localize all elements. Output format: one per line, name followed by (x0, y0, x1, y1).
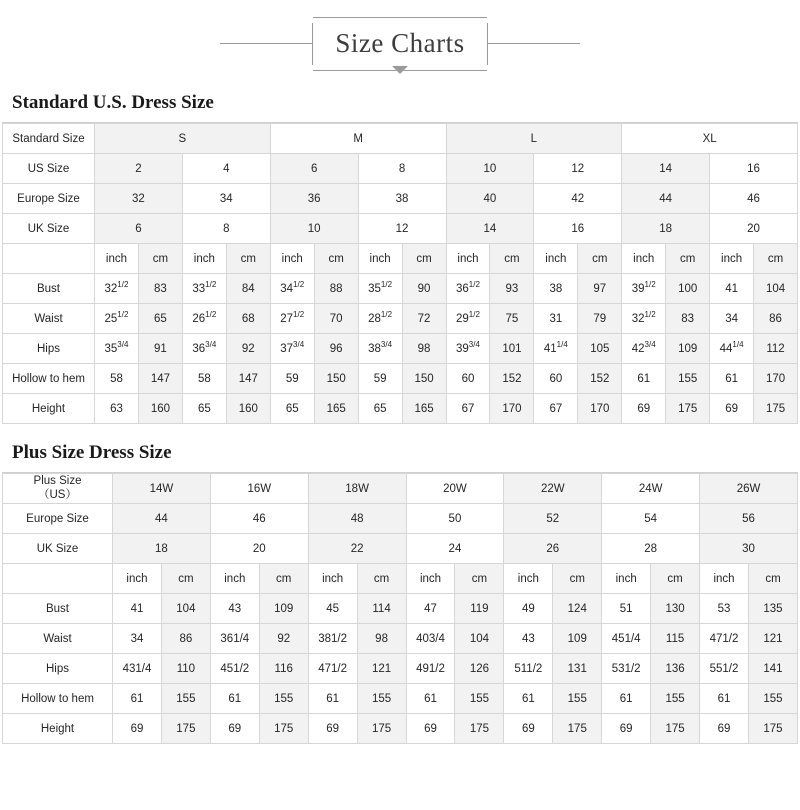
measure-cell: 58 (182, 364, 226, 394)
table-cell: M (270, 124, 446, 154)
table-cell: 14 (446, 214, 534, 244)
measure-cell: $35^{3/4}$ (95, 334, 139, 364)
measure-cell: 97 (578, 274, 622, 304)
table-cell: 18W (308, 474, 406, 504)
unit-cell: cm (754, 244, 798, 274)
measure-cell: 61 (504, 684, 553, 714)
table-cell: 16 (710, 154, 798, 184)
unit-cell: inch (406, 564, 455, 594)
unit-cell: cm (402, 244, 446, 274)
measure-cell: 59 (270, 364, 314, 394)
measure-cell: 63 (95, 394, 139, 424)
row-label: Hollow to hem (3, 684, 113, 714)
measure-cell: 121 (748, 624, 797, 654)
measure-cell: 135 (748, 594, 797, 624)
table-cell: 32 (95, 184, 183, 214)
measure-cell: 175 (553, 714, 602, 744)
table-cell: 44 (622, 184, 710, 214)
measure-cell: $42^{3/4}$ (622, 334, 666, 364)
table-cell: 40 (446, 184, 534, 214)
measure-cell: 83 (666, 304, 710, 334)
table-row (3, 474, 798, 504)
table-cell: 28 (602, 534, 700, 564)
table-row-units (3, 564, 798, 594)
measure-cell: 381/2 (308, 624, 357, 654)
measure-cell: $28^{1/2}$ (358, 304, 402, 334)
row-label: Europe Size (3, 504, 113, 534)
measure-cell: 98 (357, 624, 406, 654)
chevron-down-icon (392, 66, 408, 74)
table-row (3, 624, 798, 654)
unit-cell: inch (710, 244, 754, 274)
measure-cell: 115 (651, 624, 700, 654)
table-cell: 38 (358, 184, 446, 214)
measure-cell: 65 (270, 394, 314, 424)
table-row (3, 654, 798, 684)
measure-cell: 92 (259, 624, 308, 654)
measure-cell: 152 (578, 364, 622, 394)
table-row-units (3, 244, 798, 274)
table-cell: 44 (113, 504, 211, 534)
measure-cell: 61 (700, 684, 749, 714)
measure-cell: $34^{1/2}$ (270, 274, 314, 304)
measure-cell: 175 (651, 714, 700, 744)
measure-cell: 109 (259, 594, 308, 624)
measure-cell: $35^{1/2}$ (358, 274, 402, 304)
page-title-box (312, 23, 487, 65)
table-cell: 16W (210, 474, 308, 504)
table-cell: 22W (504, 474, 602, 504)
measure-cell: $38^{3/4}$ (358, 334, 402, 364)
measure-cell: 361/4 (210, 624, 259, 654)
unit-cell: inch (446, 244, 490, 274)
measure-cell: 175 (748, 714, 797, 744)
measure-cell: 104 (754, 274, 798, 304)
measure-cell: 86 (161, 624, 210, 654)
table-cell: 24W (602, 474, 700, 504)
measure-cell: 60 (446, 364, 490, 394)
unit-cell: cm (666, 244, 710, 274)
measure-cell: 58 (95, 364, 139, 394)
unit-cell: inch (358, 244, 402, 274)
measure-cell: 150 (314, 364, 358, 394)
measure-cell: 109 (553, 624, 602, 654)
table-row (3, 364, 798, 394)
measure-cell: 83 (138, 274, 182, 304)
measure-cell: 86 (754, 304, 798, 334)
measure-cell: 175 (754, 394, 798, 424)
measure-cell: 61 (113, 684, 162, 714)
row-label: Standard Size (3, 124, 95, 154)
header-rule-right (488, 43, 580, 44)
table-cell: 52 (504, 504, 602, 534)
table-row (3, 594, 798, 624)
table-cell: 4 (182, 154, 270, 184)
measure-cell: 69 (622, 394, 666, 424)
measure-cell: 49 (504, 594, 553, 624)
table-cell: 14W (113, 474, 211, 504)
measure-cell: 70 (314, 304, 358, 334)
measure-cell: 88 (314, 274, 358, 304)
section-standard (0, 88, 800, 424)
measure-cell: $36^{3/4}$ (182, 334, 226, 364)
measure-cell: 61 (308, 684, 357, 714)
measure-cell: 69 (308, 714, 357, 744)
unit-cell: inch (308, 564, 357, 594)
unit-cell: cm (357, 564, 406, 594)
row-label: Bust (3, 274, 95, 304)
measure-cell: 175 (455, 714, 504, 744)
measure-cell: 59 (358, 364, 402, 394)
unit-cell: inch (210, 564, 259, 594)
measure-cell: 152 (490, 364, 534, 394)
section-plus (0, 438, 800, 744)
row-label (3, 244, 95, 274)
table-cell: L (446, 124, 622, 154)
measure-cell: 155 (651, 684, 700, 714)
measure-cell: 67 (446, 394, 490, 424)
unit-cell: inch (504, 564, 553, 594)
table-cell: 20W (406, 474, 504, 504)
measure-cell: $39^{1/2}$ (622, 274, 666, 304)
measure-cell: $37^{3/4}$ (270, 334, 314, 364)
row-label: Waist (3, 304, 95, 334)
unit-cell: cm (553, 564, 602, 594)
measure-cell: 51 (602, 594, 651, 624)
measure-cell: $25^{1/2}$ (95, 304, 139, 334)
measure-cell: 61 (622, 364, 666, 394)
measure-cell: 69 (406, 714, 455, 744)
measure-cell: 41 (710, 274, 754, 304)
measure-cell: 75 (490, 304, 534, 334)
table-cell: 54 (602, 504, 700, 534)
row-label: Hips (3, 334, 95, 364)
row-label: Bust (3, 594, 113, 624)
measure-cell: 69 (210, 714, 259, 744)
measure-cell: 104 (161, 594, 210, 624)
measure-cell: 69 (504, 714, 553, 744)
measure-cell: 61 (710, 364, 754, 394)
measure-cell: 101 (490, 334, 534, 364)
unit-cell: cm (226, 244, 270, 274)
measure-cell: 119 (455, 594, 504, 624)
table-cell: 16 (534, 214, 622, 244)
table-cell: 22 (308, 534, 406, 564)
measure-cell: 68 (226, 304, 270, 334)
measure-cell: 61 (210, 684, 259, 714)
table-cell: 8 (358, 154, 446, 184)
measure-cell: 155 (455, 684, 504, 714)
plus-size-table (2, 473, 798, 744)
row-label: Height (3, 714, 113, 744)
section-heading-standard: Standard U.S. Dress Size (12, 92, 214, 113)
measure-cell: 34 (710, 304, 754, 334)
unit-cell: cm (490, 244, 534, 274)
measure-cell: 131 (553, 654, 602, 684)
table-cell: 48 (308, 504, 406, 534)
measure-cell: 34 (113, 624, 162, 654)
measure-cell: $36^{1/2}$ (446, 274, 490, 304)
section-heading-plus: Plus Size Dress Size (12, 442, 172, 463)
unit-cell: cm (161, 564, 210, 594)
page-header (0, 0, 800, 88)
measure-cell: 175 (161, 714, 210, 744)
page-title: Size Charts (335, 27, 465, 58)
measure-cell: 147 (138, 364, 182, 394)
table-row (3, 124, 798, 154)
measure-cell: $39^{3/4}$ (446, 334, 490, 364)
unit-cell: cm (138, 244, 182, 274)
row-label: Europe Size (3, 184, 95, 214)
measure-cell: 471/2 (308, 654, 357, 684)
table-cell: 12 (534, 154, 622, 184)
table-row (3, 394, 798, 424)
measure-cell: 69 (710, 394, 754, 424)
table-row (3, 184, 798, 214)
table-row (3, 684, 798, 714)
measure-cell: 69 (700, 714, 749, 744)
measure-cell: 84 (226, 274, 270, 304)
row-label (3, 564, 113, 594)
table-cell: 10 (270, 214, 358, 244)
unit-cell: inch (182, 244, 226, 274)
unit-cell: inch (602, 564, 651, 594)
measure-cell: 155 (553, 684, 602, 714)
measure-cell: 112 (754, 334, 798, 364)
measure-cell: 93 (490, 274, 534, 304)
measure-cell: 403/4 (406, 624, 455, 654)
measure-cell: 92 (226, 334, 270, 364)
measure-cell: 53 (700, 594, 749, 624)
row-label: UK Size (3, 214, 95, 244)
measure-cell: 471/2 (700, 624, 749, 654)
table-cell: 14 (622, 154, 710, 184)
unit-cell: inch (700, 564, 749, 594)
table-row (3, 274, 798, 304)
table-row (3, 214, 798, 244)
measure-cell: 65 (138, 304, 182, 334)
table-cell: 30 (700, 534, 798, 564)
measure-cell: 124 (553, 594, 602, 624)
standard-size-table (2, 123, 798, 424)
measure-cell: 65 (182, 394, 226, 424)
table-cell: 12 (358, 214, 446, 244)
measure-cell: 155 (259, 684, 308, 714)
measure-cell: 65 (358, 394, 402, 424)
table-cell: 20 (210, 534, 308, 564)
table-cell: 36 (270, 184, 358, 214)
measure-cell: 60 (534, 364, 578, 394)
measure-cell: 531/2 (602, 654, 651, 684)
measure-cell: $41^{1/4}$ (534, 334, 578, 364)
unit-cell: cm (314, 244, 358, 274)
measure-cell: 109 (666, 334, 710, 364)
measure-cell: 105 (578, 334, 622, 364)
measure-cell: 69 (113, 714, 162, 744)
table-cell: 34 (182, 184, 270, 214)
measure-cell: 175 (666, 394, 710, 424)
measure-cell: 43 (504, 624, 553, 654)
unit-cell: cm (455, 564, 504, 594)
measure-cell: 155 (666, 364, 710, 394)
table-cell: 56 (700, 504, 798, 534)
measure-cell: 431/4 (113, 654, 162, 684)
measure-cell: 126 (455, 654, 504, 684)
row-label: US Size (3, 154, 95, 184)
measure-cell: 91 (138, 334, 182, 364)
row-label: Plus Size （US） (3, 474, 113, 504)
measure-cell: 110 (161, 654, 210, 684)
measure-cell: 98 (402, 334, 446, 364)
table-cell: XL (622, 124, 798, 154)
measure-cell: 38 (534, 274, 578, 304)
measure-cell: 155 (161, 684, 210, 714)
measure-cell: 43 (210, 594, 259, 624)
measure-cell: 165 (314, 394, 358, 424)
measure-cell: 79 (578, 304, 622, 334)
measure-cell: 160 (138, 394, 182, 424)
measure-cell: 136 (651, 654, 700, 684)
measure-cell: 170 (578, 394, 622, 424)
measure-cell: 155 (748, 684, 797, 714)
table-cell: 46 (710, 184, 798, 214)
table-row (3, 154, 798, 184)
measure-cell: 61 (602, 684, 651, 714)
measure-cell: 451/2 (210, 654, 259, 684)
unit-cell: cm (748, 564, 797, 594)
measure-cell: 170 (754, 364, 798, 394)
measure-cell: 491/2 (406, 654, 455, 684)
measure-cell: $32^{1/2}$ (95, 274, 139, 304)
table-cell: 50 (406, 504, 504, 534)
row-label: Hollow to hem (3, 364, 95, 394)
measure-cell: 130 (651, 594, 700, 624)
unit-cell: inch (113, 564, 162, 594)
header-rule-left (220, 43, 312, 44)
table-cell: 6 (270, 154, 358, 184)
table-cell: 6 (95, 214, 183, 244)
table-cell: 18 (622, 214, 710, 244)
table-row (3, 304, 798, 334)
measure-cell: 69 (602, 714, 651, 744)
measure-cell: 100 (666, 274, 710, 304)
measure-cell: 114 (357, 594, 406, 624)
measure-cell: 141 (748, 654, 797, 684)
table-row (3, 714, 798, 744)
measure-cell: 155 (357, 684, 406, 714)
measure-cell: 170 (490, 394, 534, 424)
table-cell: S (95, 124, 271, 154)
unit-cell: cm (651, 564, 700, 594)
measure-cell: 41 (113, 594, 162, 624)
row-label: UK Size (3, 534, 113, 564)
measure-cell: 165 (402, 394, 446, 424)
measure-cell: 104 (455, 624, 504, 654)
table-cell: 24 (406, 534, 504, 564)
table-cell: 10 (446, 154, 534, 184)
table-cell: 26W (700, 474, 798, 504)
measure-cell: 96 (314, 334, 358, 364)
measure-cell: 451/4 (602, 624, 651, 654)
measure-cell: 551/2 (700, 654, 749, 684)
row-label: Height (3, 394, 95, 424)
measure-cell: 175 (357, 714, 406, 744)
table-cell: 20 (710, 214, 798, 244)
measure-cell: $44^{1/4}$ (710, 334, 754, 364)
measure-cell: 47 (406, 594, 455, 624)
measure-cell: 150 (402, 364, 446, 394)
table-cell: 46 (210, 504, 308, 534)
measure-cell: 147 (226, 364, 270, 394)
measure-cell: 72 (402, 304, 446, 334)
measure-cell: 160 (226, 394, 270, 424)
table-cell: 42 (534, 184, 622, 214)
measure-cell: $33^{1/2}$ (182, 274, 226, 304)
measure-cell: 175 (259, 714, 308, 744)
unit-cell: inch (534, 244, 578, 274)
unit-cell: inch (270, 244, 314, 274)
measure-cell: 45 (308, 594, 357, 624)
measure-cell: $29^{1/2}$ (446, 304, 490, 334)
table-row (3, 504, 798, 534)
measure-cell: 67 (534, 394, 578, 424)
measure-cell: 90 (402, 274, 446, 304)
measure-cell: $27^{1/2}$ (270, 304, 314, 334)
unit-cell: inch (95, 244, 139, 274)
measure-cell: 116 (259, 654, 308, 684)
table-cell: 18 (113, 534, 211, 564)
measure-cell: 511/2 (504, 654, 553, 684)
measure-cell: 61 (406, 684, 455, 714)
measure-cell: 31 (534, 304, 578, 334)
table-row (3, 334, 798, 364)
table-row (3, 534, 798, 564)
unit-cell: cm (578, 244, 622, 274)
measure-cell: 121 (357, 654, 406, 684)
unit-cell: cm (259, 564, 308, 594)
row-label: Waist (3, 624, 113, 654)
table-cell: 2 (95, 154, 183, 184)
measure-cell: $32^{1/2}$ (622, 304, 666, 334)
table-cell: 8 (182, 214, 270, 244)
row-label: Hips (3, 654, 113, 684)
measure-cell: $26^{1/2}$ (182, 304, 226, 334)
unit-cell: inch (622, 244, 666, 274)
table-cell: 26 (504, 534, 602, 564)
